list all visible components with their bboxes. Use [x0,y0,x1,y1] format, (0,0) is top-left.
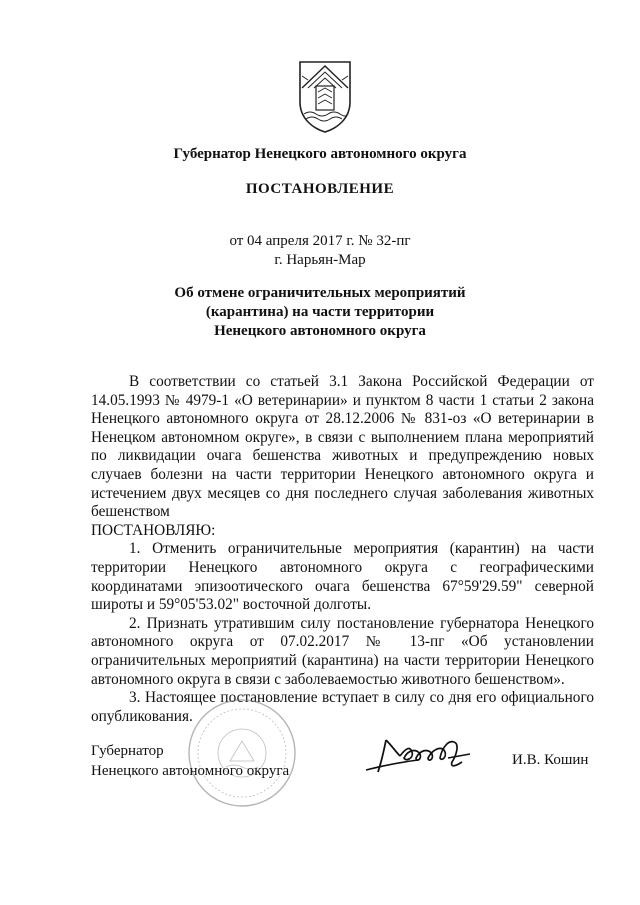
signatory-name: И.В. Кошин [512,752,589,768]
decree-word: ПОСТАНОВЛЯЮ: [91,521,216,539]
signatory-title [91,741,289,781]
date-number: от 04 апреля 2017 г. № 32-пг [229,233,411,249]
coat-of-arms-icon [296,58,354,134]
document-meta [0,232,640,270]
item-paragraph: 3. Настоящее постановление вступает в силу со дня его официального опубликования. [91,689,594,725]
preamble-paragraph: В соответствии со статьей 3.1 Закона Российской Федерации от 14.05.1993 № 4979-1 «О ветеринарии» и пунктом 8 части 1 статьи 2 закона Ненецкого автономного округа от 28.12.2006 № 831-оз «О ветеринарии в Ненецком автономном округе», в связи с выполнением плана мероприятий по ликвидации очага бешенства животных и предупреждению новых случаев болезни на части территории Ненецкого автономного округа и истечением двух месяцев со дня последнего случая заболевания животных бешенством [91,373,594,521]
signatory-title-line: Ненецкого автономного округа [91,763,290,779]
subject-line: Ненецкого автономного округа [214,323,426,339]
signatory-title-line: Губернатор [91,743,164,759]
handwritten-signature-icon [362,732,478,778]
document-subject [0,284,640,341]
document-type: ПОСТАНОВЛЕНИЕ [245,181,395,197]
item-paragraph: 1. Отменить ограничительные мероприятия (карантин) на части территории Ненецкого автономного округа с географическими координатами эпизоотического очага бешенства 67°59'29.59" северной широты и 59°05'53.02" восточной долготы. [91,540,594,614]
subject-line: Об отмене ограничительных мероприятий [174,285,466,301]
issuer-title: Губернатор Ненецкого автономного округа [173,146,467,162]
subject-line: (карантина) на части территории [205,304,435,320]
document-body [91,373,594,726]
place: г. Нарьян-Мар [274,252,366,268]
item-paragraph: 2. Признать утратившим силу постановление губернатора Ненецкого автономного округа от 07.02.2017 № 13-пг «Об установлении ограничительных мероприятий (карантина) на части территории Ненецкого автономного округа в связи с заболеваемостью животного бешенством». [91,614,594,688]
